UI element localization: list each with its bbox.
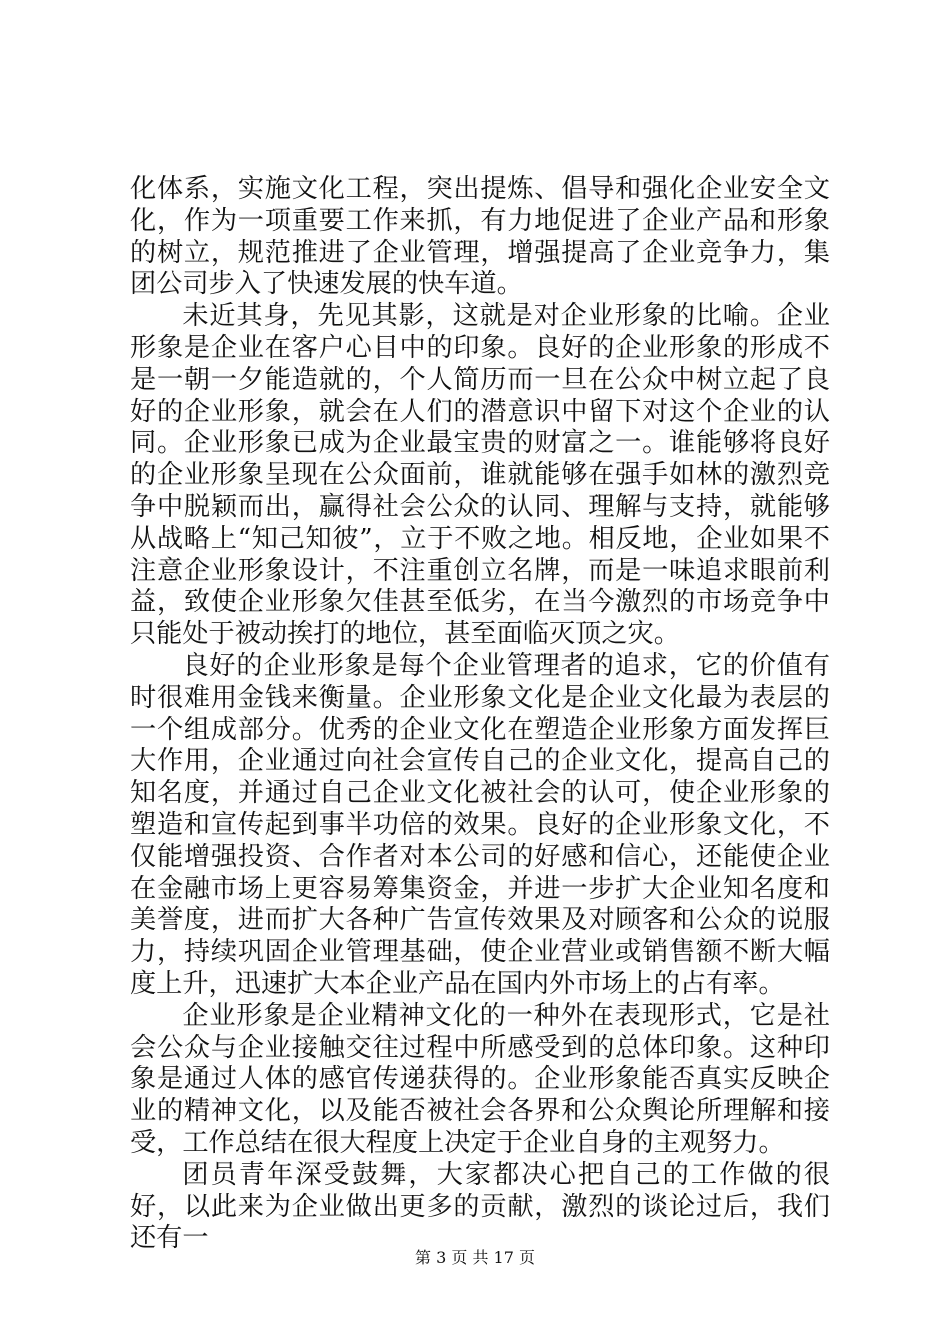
paragraph-2: 未近其身，先见其影，这就是对企业形象的比喻。企业形象是企业在客户心目中的印象。良好的企业形象的形成不是一朝一夕能造就的，个人简历而一旦在公众中树立起了良好的企业形象，就会在人们的潜意识中留下对这个企业的认同。企业形象已成为企业最宝贵的财富之一。谁能够将良好的企业形象呈现在公众面前，谁就能够在强手如林的激烈竞争中脱颖而出，赢得社会公众的认同、理解与支持，就能够从战略上“知己知彼”，立于不败之地。相反地，企业如果不注意企业形象设计，不注重创立名牌，而是一味追求眼前利益，致使企业形象欠佳甚至低劣，在当今激烈的市场竞争中只能处于被动挨打的地位，甚至面临灭顶之灾。 [130,301,830,650]
paragraph-4: 企业形象是企业精神文化的一种外在表现形式，它是社会公众与企业接触交往过程中所感受到的总体印象。这种印象是通过人体的感官传递获得的。企业形象能否真实反映企业的精神文化，以及能否被社会各界和公众舆论所理解和接受，工作总结在很大程度上决定于企业自身的主观努力。 [130,1000,830,1158]
page-footer: 第 3 页 共 17 页 [415,1248,535,1267]
paragraph-3: 良好的企业形象是每个企业管理者的追求，它的价值有时很难用金钱来衡量。企业形象文化是企业文化最为表层的一个组成部分。优秀的企业文化在塑造企业形象方面发挥巨大作用，企业通过向社会宣传自己的企业文化，提高自己的知名度，并通过自己企业文化被社会的认可，使企业形象的塑造和宣传起到事半功倍的效果。良好的企业形象文化，不仅能增强投资、合作者对本公司的好感和信心，还能使企业在金融市场上更容易筹集资金，并进一步扩大企业知名度和美誉度，进而扩大各种广告宣传效果及对顾客和公众的说服力，持续巩固企业管理基础，使企业营业或销售额不断大幅度上升，迅速扩大本企业产品在国内外市场上的占有率。 [130,650,830,999]
paragraph-5: 团员青年深受鼓舞，大家都决心把自己的工作做的很好，以此来为企业做出更多的贡献，激烈的谈论过后，我们还有一 [130,1159,830,1254]
body-text [130,174,830,1255]
paragraph-1: 化体系，实施文化工程，突出提炼、倡导和强化企业安全文化，作为一项重要工作来抓，有力地促进了企业产品和形象的树立，规范推进了企业管理，增强提高了企业竞争力，集团公司步入了快速发展的快车道。 [130,174,830,300]
